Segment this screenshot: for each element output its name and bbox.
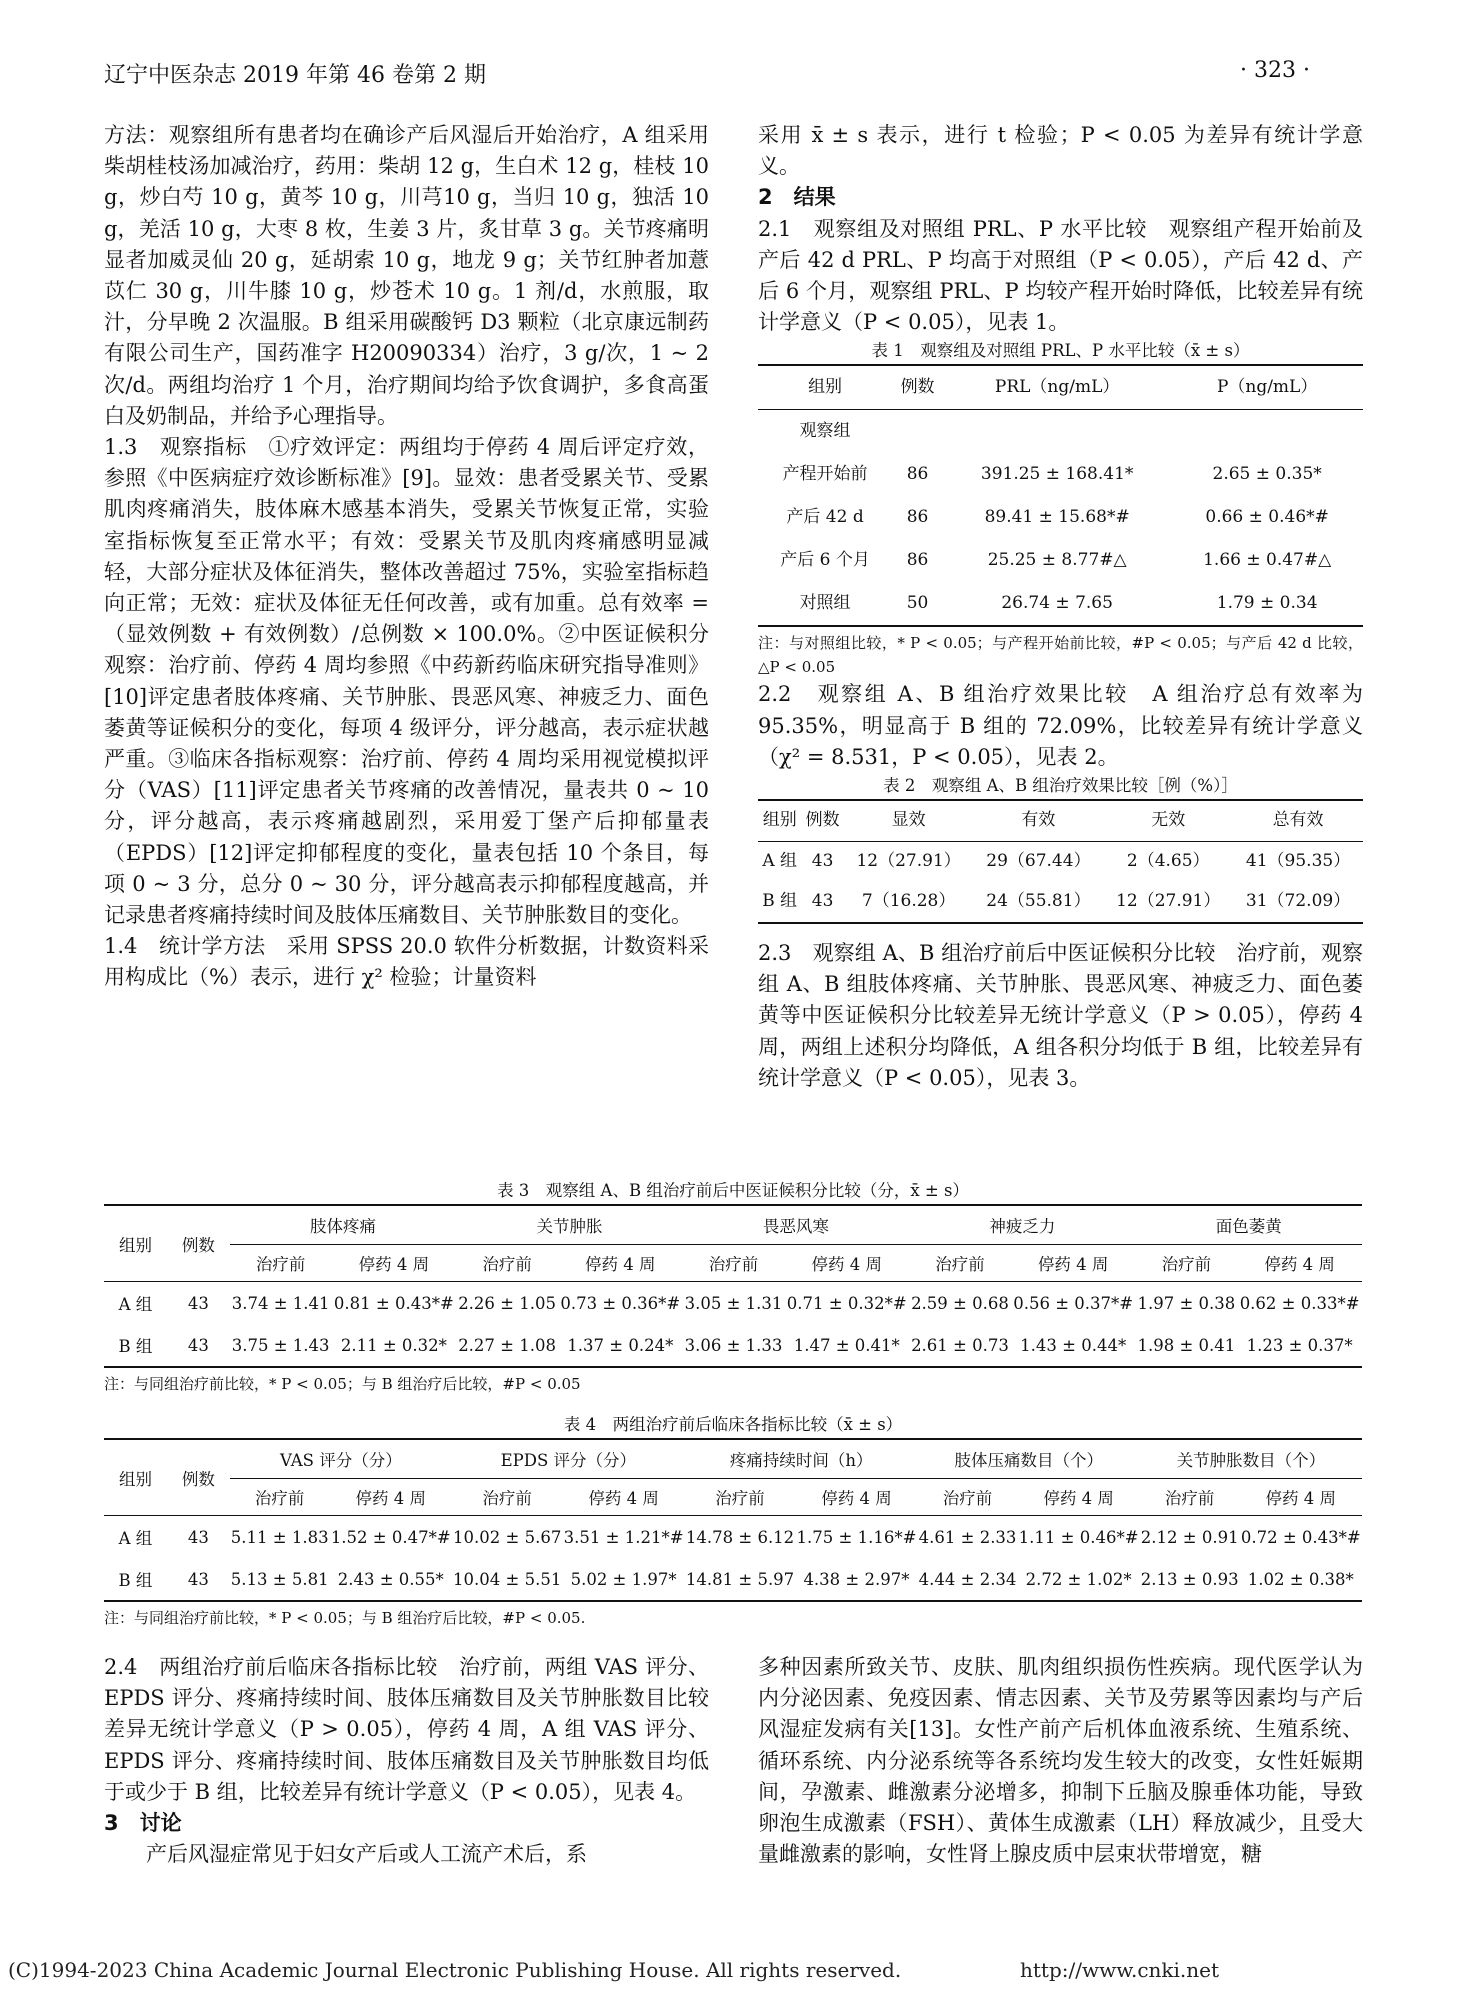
- table-cell: 0.56 ± 0.37*#: [1013, 1293, 1134, 1313]
- table-cell: 43: [187, 1569, 209, 1589]
- table-row: [104, 1558, 1362, 1601]
- table4-subheader: 停药 4 周: [355, 1489, 426, 1508]
- table-cell: A 组: [118, 1295, 153, 1314]
- table-cell: 2.13 ± 0.93: [1140, 1569, 1239, 1589]
- table3-caption: 表 3 观察组 A、B 组治疗前后中医证候积分比较（分，x̄ ± s）: [497, 1181, 969, 1200]
- table3-subheader: 停药 4 周: [1037, 1255, 1109, 1274]
- left-column: [104, 120, 709, 994]
- table-row: [758, 410, 1363, 454]
- table-cell: 391.25 ± 168.41*: [980, 464, 1134, 485]
- table-cell: 0.71 ± 0.32*#: [786, 1293, 907, 1313]
- table1-header: 组别: [808, 377, 843, 398]
- cnki-link[interactable]: http://www.cnki.net: [1020, 1958, 1220, 1982]
- table-cell: [943, 410, 1171, 454]
- table-cell: 25.25 ± 8.77#△: [987, 550, 1127, 571]
- table-cell: 2.26 ± 1.05: [458, 1293, 556, 1313]
- table-row: [758, 582, 1363, 626]
- table-cell: 2.65 ± 0.35*: [1212, 464, 1322, 485]
- table2-caption: 表 2 观察组 A、B 组治疗效果比较［例（%）］: [883, 776, 1238, 796]
- table-cell: 0.62 ± 0.33*#: [1239, 1293, 1360, 1313]
- table-cell: 3.74 ± 1.41: [231, 1293, 330, 1313]
- methods-paragraph: 方法：观察组所有患者均在确诊产后风湿后开始治疗，A 组采用柴胡桂枝汤加减治疗，药用：柴胡 12 g，生白术 12 g，桂枝 10 g，炒白芍 10 g，黄芩 10 g，川芎10 g，当归 10 g，独活 10 g，羌活 10 g，大枣 8 枚，生姜 3 片，炙甘草 3 g。关节疼痛明显者加威灵仙 20 g，延胡索 10 g，地龙 9 g；关节红肿者加薏苡仁 30 g，川牛膝 10 g，炒苍术 10 g。1 剂/d，水煎服，取汁，分早晚 2 次温服。B 组采用碳酸钙 D3 颗粒（北京康远制药有限公司生产，国药准字 H20090334）治疗，3 g/次，1 ~ 2 次/d。两组均治疗 1 个月，治疗期间均给予饮食调护，多食高蛋白及奶制品，并给予心理指导。: [104, 123, 709, 428]
- table3-subheader: 治疗前: [935, 1255, 985, 1274]
- table-cell: 5.02 ± 1.97*: [570, 1569, 677, 1589]
- table3-group-header: 畏恶风寒: [683, 1205, 909, 1245]
- table-cell: 2.43 ± 0.55*: [337, 1569, 444, 1589]
- table4-subheader: 停药 4 周: [1265, 1489, 1337, 1508]
- table-cell: 2.11 ± 0.32*: [340, 1335, 447, 1355]
- table-cell: B 组: [118, 1337, 153, 1356]
- bottom-right-column: [758, 1652, 1363, 1870]
- table-cell: 86: [906, 507, 929, 528]
- table4-header-group: 组别: [118, 1469, 152, 1489]
- table-cell: A 组: [762, 851, 798, 872]
- table2-header: 组别: [762, 810, 797, 831]
- table3-group-header: 面色萎黄: [1136, 1205, 1362, 1245]
- result-2-3-paragraph: 2.3 观察组 A、B 组治疗前后中医证候积分比较 治疗前，观察组 A、B 组肢体疼痛、关节肿胀、畏恶风寒、神疲乏力、面色萎黄等中医证候积分比较差异无统计学意义（P > 0.05），停药 4 周，两组上述积分均降低，A 组各积分均低于 B 组，比较差异有统计学意义（P < 0.05），见表 3。: [758, 941, 1363, 1090]
- table-cell: 86: [906, 464, 929, 485]
- table3-subheader: 治疗前: [482, 1255, 532, 1274]
- discussion-paragraph: 产后风湿症常见于妇女产后或人工流产术后，系: [146, 1842, 587, 1867]
- discussion-heading: 3 讨论: [104, 1811, 182, 1836]
- table4-block: [104, 1412, 1362, 1630]
- table4-subheader: 停药 4 周: [821, 1489, 892, 1508]
- table3-header-n: 例数: [181, 1235, 215, 1255]
- table-cell: 2（4.65）: [1126, 851, 1210, 872]
- table-cell: 0.73 ± 0.36*#: [560, 1293, 681, 1313]
- table-cell: 1.11 ± 0.46*#: [1018, 1527, 1139, 1547]
- table3-subheader-row: [104, 1245, 1362, 1282]
- table-cell: 4.44 ± 2.34: [918, 1569, 1017, 1589]
- table-row: [758, 496, 1363, 539]
- table-cell: 41（95.35）: [1245, 851, 1351, 872]
- table-cell: 10.04 ± 5.51: [453, 1569, 562, 1589]
- table3-group-header: 关节肿胀: [456, 1205, 682, 1245]
- discussion-continued: 多种因素所致关节、皮肤、肌肉组织损伤性疾病。现代医学认为内分泌因素、免疫因素、情志因素、关节及劳累等因素均与产后风湿症发病有关[13]。女性产前产后机体血液系统、生殖系统、循环系统、内分泌系统等各系统均发生较大的改变，女性妊娠期间，孕激素、雌激素分泌增多，抑制下丘脑及腺垂体功能，导致卵泡生成激素（FSH）、黄体生成激素（LH）释放减少，且受大量雌激素的影响，女性肾上腺皮质中层束状带增宽，糖: [758, 1655, 1363, 1867]
- table-cell: 0.72 ± 0.43*#: [1240, 1527, 1361, 1547]
- table-cell: 24（55.81）: [986, 891, 1091, 912]
- table-cell: 4.38 ± 2.97*: [803, 1569, 910, 1589]
- table3-subheader: 治疗前: [255, 1255, 306, 1274]
- table3-header-row: [104, 1205, 1362, 1245]
- table-cell: 产程开始前: [782, 464, 868, 485]
- table-cell: 43: [187, 1335, 209, 1355]
- table4-note: 注：与同组治疗前比较，* P < 0.05；与 B 组治疗后比较，#P < 0.05.: [104, 1609, 586, 1627]
- table3-block: [104, 1178, 1362, 1396]
- table4-subheader: 停药 4 周: [1043, 1489, 1114, 1508]
- table-cell: 3.75 ± 1.43: [231, 1335, 330, 1355]
- table-cell: 1.98 ± 0.41: [1137, 1335, 1236, 1355]
- table3-group-header: 神疲乏力: [909, 1205, 1135, 1245]
- table1-header: 例数: [900, 377, 935, 398]
- table3-subheader: 停药 4 周: [811, 1255, 882, 1274]
- table2-header: 总有效: [1272, 810, 1324, 831]
- table-cell: 2.12 ± 0.91: [1140, 1527, 1239, 1547]
- table-cell: 对照组: [799, 593, 851, 614]
- table-row: [104, 1282, 1362, 1325]
- table2: [758, 799, 1363, 924]
- statistics-continued: 采用 x̄ ± s 表示，进行 t 检验；P < 0.05 为差异有统计学意义。: [758, 123, 1363, 179]
- table4-subheader: 治疗前: [942, 1489, 993, 1508]
- table-cell: 5.11 ± 1.83: [230, 1527, 329, 1547]
- table-cell: 产后 42 d: [786, 507, 864, 528]
- table4-caption: 表 4 两组治疗前后临床各指标比较（x̄ ± s）: [563, 1415, 903, 1434]
- right-column: [758, 120, 1363, 1094]
- table-cell: 89.41 ± 15.68*#: [984, 507, 1130, 528]
- table-cell: 2.27 ± 1.08: [458, 1335, 556, 1355]
- journal-header: 辽宁中医杂志 2019 年第 46 卷第 2 期: [104, 63, 486, 88]
- table4-group-header: 肢体压痛数目（个）: [918, 1439, 1140, 1479]
- table-row: [758, 842, 1363, 883]
- page-number: · 323 ·: [1240, 58, 1310, 83]
- table-cell: 1.23 ± 0.37*: [1246, 1335, 1353, 1355]
- result-2-2-paragraph: 2.2 观察组 A、B 组治疗效果比较 A 组治疗总有效率为 95.35%，明显高于 B 组的 72.09%，比较差异有统计学意义（χ² = 8.531，P < 0.05），见表 2。: [758, 682, 1363, 769]
- table1-caption: 表 1 观察组及对照组 PRL、P 水平比较（x̄ ± s）: [871, 341, 1250, 361]
- table-row: [104, 1324, 1362, 1367]
- table3-note: 注：与同组治疗前比较，* P < 0.05；与 B 组治疗后比较，#P < 0.05: [104, 1375, 581, 1393]
- table-cell: [1171, 410, 1363, 454]
- table-cell: 1.02 ± 0.38*: [1247, 1569, 1354, 1589]
- table-cell: A 组: [118, 1529, 153, 1548]
- table4-subheader: 治疗前: [482, 1489, 532, 1508]
- table2-header: 例数: [805, 810, 840, 831]
- table-cell: 86: [906, 550, 929, 571]
- table4-group-header: 疼痛持续时间（h）: [685, 1439, 918, 1479]
- table4-header-row: [104, 1439, 1362, 1479]
- table4-group-header: VAS 评分（分）: [230, 1439, 452, 1479]
- table3-subheader: 治疗前: [708, 1255, 759, 1274]
- table-cell: 3.51 ± 1.21*#: [563, 1527, 684, 1547]
- result-2-4-paragraph: 2.4 两组治疗前后临床各指标比较 治疗前，两组 VAS 评分、EPDS 评分、疼痛持续时间、肢体压痛数目及关节肿胀数目比较差异无统计学意义（P > 0.05），停药 4 周，A 组 VAS 评分、EPDS 评分、疼痛持续时间、肢体压痛数目及关节肿胀数目均低于或少于 B 组，比较差异有统计学意义（P < 0.05），见表 4。: [104, 1655, 709, 1804]
- table4-subheader: 停药 4 周: [588, 1489, 659, 1508]
- table-cell: 43: [187, 1527, 209, 1547]
- table-cell: 29（67.44）: [986, 851, 1091, 872]
- table-cell: 1.75 ± 1.16*#: [796, 1527, 917, 1547]
- table-cell: 1.37 ± 0.24*: [567, 1335, 674, 1355]
- table-cell: 14.78 ± 6.12: [685, 1527, 795, 1547]
- results-heading: 2 结果: [758, 185, 836, 210]
- table-cell: 43: [811, 851, 834, 872]
- table3-subheader: 停药 4 周: [585, 1255, 656, 1274]
- table4-subheader: 治疗前: [1164, 1489, 1215, 1508]
- table-cell: 3.06 ± 1.33: [684, 1335, 783, 1355]
- table2-header: 有效: [1021, 810, 1056, 831]
- table4-subheader: 治疗前: [254, 1489, 305, 1508]
- table-cell: 10.02 ± 5.67: [453, 1527, 562, 1547]
- table2-header: 显效: [891, 810, 926, 831]
- table3-subheader: 停药 4 周: [358, 1255, 430, 1274]
- observation-indicators-paragraph: 1.3 观察指标 ①疗效评定：两组均于停药 4 周后评定疗效，参照《中医病症疗效诊断标准》[9]。显效：患者受累关节、受累肌肉疼痛消失，肢体麻木感基本消失，受累关节恢复正常，实验室指标恢复至正常水平；有效：受累关节及肌肉疼痛感明显减轻，大部分症状及体征消失，整体改善超过 75%，实验室指标趋向正常；无效：症状及体征无任何改善，或有加重。总有效率 =（显效例数 + 有效例数）/总例数 × 100.0%。②中医证候积分观察：治疗前、停药 4 周均参照《中药新药临床研究指导准则》[10]评定患者肢体疼痛、关节肿胀、畏恶风寒、神疲乏力、面色萎黄等证候积分的变化，每项 4 级评分，评分越高，表示症状越严重。③临床各指标观察：治疗前、停药 4 周均采用视觉模拟评分（VAS）[11]评定患者关节疼痛的改善情况，量表共 0 ~ 10 分，评分越高，表示疼痛越剧烈，采用爱丁堡产后抑郁量表（EPDS）[12]评定抑郁程度的变化，量表包括 10 个条目，每项 0 ~ 3 分，总分 0 ~ 30 分，评分越高表示抑郁程度越高，并记录患者疼痛持续时间及肢体压痛数目、关节肿胀数目的变化。: [104, 435, 709, 928]
- table4-group-header: EPDS 评分（分）: [452, 1439, 685, 1479]
- result-2-1-paragraph: 2.1 观察组及对照组 PRL、P 水平比较 观察组产程开始前及产后 42 d PRL、P 均高于对照组（P < 0.05），产后 42 d、产后 6 个月，观察组 PRL、P 均较产程开始时降低，比较差异有统计学意义（P < 0.05），见表 1。: [758, 216, 1363, 335]
- table-cell: B 组: [118, 1571, 153, 1590]
- table-cell: 43: [187, 1293, 209, 1313]
- table-cell: 1.47 ± 0.41*: [793, 1335, 900, 1355]
- table-row: [104, 1516, 1362, 1559]
- table3-group-header: 肢体疼痛: [230, 1205, 456, 1245]
- table-row: [758, 539, 1363, 582]
- table-cell: 2.59 ± 0.68: [911, 1293, 1009, 1313]
- table-cell: 1.43 ± 0.44*: [1020, 1335, 1127, 1355]
- table4-group-header: 关节肿胀数目（个）: [1140, 1439, 1362, 1479]
- table-cell: B 组: [762, 891, 798, 912]
- table3-subheader: 停药 4 周: [1264, 1255, 1335, 1274]
- table2-header-row: [758, 800, 1363, 842]
- table4-header-n: 例数: [181, 1469, 215, 1489]
- table-cell: 1.52 ± 0.47*#: [330, 1527, 451, 1547]
- table-cell: 14.81 ± 5.97: [685, 1569, 795, 1589]
- table-cell: 12（27.91）: [856, 851, 961, 872]
- table-cell: 12（27.91）: [1116, 891, 1221, 912]
- table-cell: 5.13 ± 5.81: [230, 1569, 329, 1589]
- table-cell: 7（16.28）: [861, 891, 956, 912]
- table1: [758, 364, 1363, 627]
- table1-header: P（ng/mL）: [1216, 377, 1318, 398]
- table-cell: 2.61 ± 0.73: [911, 1335, 1009, 1355]
- copyright-line: (C)1994-2023 China Academic Journal Electronic Publishing House. All rights reserved.: [8, 1958, 902, 1982]
- table-cell: 31（72.09）: [1245, 891, 1351, 912]
- table-cell: 1.97 ± 0.38: [1137, 1293, 1236, 1313]
- table1-note: 注：与对照组比较，* P < 0.05；与产程开始前比较，#P < 0.05；与产后 42 d 比较，△P < 0.05: [758, 634, 1363, 677]
- table-cell: 产后 6 个月: [780, 550, 870, 571]
- table-cell: [892, 410, 943, 454]
- table-cell: 2.72 ± 1.02*: [1025, 1569, 1132, 1589]
- table-cell: 0.66 ± 0.46*#: [1205, 507, 1329, 528]
- table-cell: 4.61 ± 2.33: [918, 1527, 1017, 1547]
- table-cell: 43: [811, 891, 834, 912]
- table-row: [758, 453, 1363, 496]
- table1-header: PRL（ng/mL）: [994, 377, 1120, 398]
- table-cell: 观察组: [799, 421, 851, 442]
- table4-subheader-row: [104, 1479, 1362, 1516]
- table4: [104, 1438, 1362, 1602]
- table-cell: 0.81 ± 0.43*#: [333, 1293, 454, 1313]
- table-cell: 1.79 ± 0.34: [1216, 593, 1318, 614]
- table3-header-group: 组别: [118, 1235, 152, 1255]
- table-cell: 3.05 ± 1.31: [684, 1293, 783, 1313]
- table-cell: 26.74 ± 7.65: [1001, 593, 1113, 614]
- table-row: [758, 882, 1363, 923]
- table-cell: 1.66 ± 0.47#△: [1203, 550, 1332, 571]
- table-cell: 50: [906, 593, 929, 614]
- table2-header: 无效: [1151, 810, 1186, 831]
- bottom-left-column: [104, 1652, 709, 1870]
- table4-subheader: 治疗前: [715, 1489, 765, 1508]
- table3: [104, 1204, 1362, 1368]
- table3-subheader: 治疗前: [1161, 1255, 1212, 1274]
- table1-header-row: [758, 365, 1363, 410]
- statistics-paragraph: 1.4 统计学方法 采用 SPSS 20.0 软件分析数据，计数资料采用构成比（%）表示，进行 χ² 检验；计量资料: [104, 934, 709, 990]
